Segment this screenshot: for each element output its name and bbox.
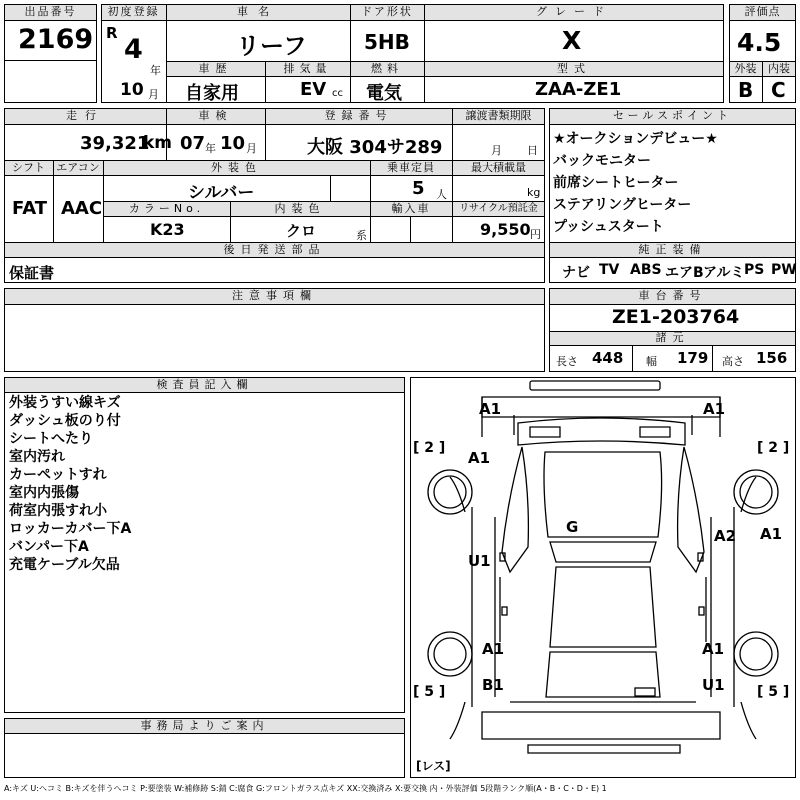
later-parts: 保証書 xyxy=(9,264,55,282)
inspector-note: バンパー下A xyxy=(9,539,89,555)
mark-rear-left: B1 xyxy=(482,676,504,694)
inspector-note: 室内内張傷 xyxy=(9,485,79,501)
height: 156 xyxy=(756,349,788,367)
ac-label: エアコン xyxy=(56,161,100,174)
shift-label: シフト xyxy=(12,161,45,174)
chassis-number: ZE1-203764 xyxy=(612,306,740,328)
int-color-suffix: 系 xyxy=(356,229,367,242)
mark-rear-right: U1 xyxy=(702,676,725,694)
mileage: 39,321 xyxy=(80,133,150,154)
interior-label: 内装 xyxy=(768,62,790,75)
inspector-note: 荷室内張すれ小 xyxy=(9,503,107,519)
load-label: 最大積載量 xyxy=(471,161,526,174)
chassis-label: 車台番号 xyxy=(638,289,707,302)
door-type: 5HB xyxy=(364,30,410,54)
inspector-note: 充電ケーブル欠品 xyxy=(9,557,120,573)
length-label: 長さ xyxy=(556,355,578,368)
exterior-label: 外装 xyxy=(734,62,757,75)
equipment-alloy: アルミ xyxy=(703,265,745,281)
later-parts-label: 後日発送部品 xyxy=(223,243,326,256)
recycle-fee: 9,550 xyxy=(480,220,531,239)
score: 4.5 xyxy=(737,28,782,57)
sales-point-item: ステアリングヒーター xyxy=(553,197,692,213)
score-label: 評価点 xyxy=(744,5,781,18)
mark-right-edge: A1 xyxy=(760,525,783,543)
transfer-day: 日 xyxy=(527,144,538,157)
import-label: 輸入車 xyxy=(391,202,431,215)
recycle-unit: 円 xyxy=(530,228,541,241)
mileage-label: 走行 xyxy=(66,109,104,122)
mark-right-front-fender: A2 xyxy=(714,527,737,545)
fuel-label: 燃料 xyxy=(371,62,403,75)
transfer-month: 月 xyxy=(491,144,502,157)
inspector-label: 検査員記入欄 xyxy=(156,378,253,391)
specs-label: 諸元 xyxy=(655,331,690,344)
equipment-abs: ABS xyxy=(630,262,662,278)
inspector-note: カーペットすれ xyxy=(9,467,107,483)
capacity: 5 xyxy=(412,178,425,199)
capacity-unit: 人 xyxy=(436,188,447,201)
era: R xyxy=(106,24,118,42)
displacement: EV xyxy=(300,79,327,100)
inspector-note: ダッシュ板のり付 xyxy=(9,413,121,429)
equipment-navi: ナビ xyxy=(562,265,590,281)
mark-left-side: U1 xyxy=(468,552,491,570)
km-unit: km xyxy=(143,133,173,153)
ac: AAC xyxy=(61,198,103,219)
mark-front-right: A1 xyxy=(703,400,726,418)
car-name-label: 車名 xyxy=(237,5,279,18)
reg-label: 登録番号 xyxy=(324,109,393,122)
inspection-month-unit: 月 xyxy=(246,142,257,155)
model: ZAA-ZE1 xyxy=(535,79,622,100)
sales-point-item: バックモニター xyxy=(553,153,651,169)
lot-label: 出品番号 xyxy=(24,5,77,18)
history: 自家用 xyxy=(185,83,239,104)
ext-color-label: 外装色 xyxy=(211,161,262,174)
length: 448 xyxy=(592,349,624,367)
year-unit: 年 xyxy=(150,64,161,77)
equipment-airbag: エアB xyxy=(665,265,704,281)
shift: FAT xyxy=(12,198,48,219)
ext-color: シルバー xyxy=(188,183,255,203)
height-label: 高さ xyxy=(722,355,744,368)
tire-rear-left: [ 5 ] xyxy=(413,684,446,700)
reg-number: 大阪 304サ289 xyxy=(307,137,443,158)
tire-front-right: [ 2 ] xyxy=(757,440,790,456)
inspector-note: ロッカーカバー下A xyxy=(9,521,132,537)
first-reg-label: 初度登録 xyxy=(107,5,160,18)
interior-grade: C xyxy=(771,78,786,102)
equipment-pw: PW xyxy=(771,262,797,278)
inspector-note: 外装うすい線キズ xyxy=(9,395,121,411)
legend: A:キズ U:ヘコミ B:キズを伴うヘコミ P:要塗装 W:補修跡 S:錆 C:腐食 G:フロントガラス点キズ XX:交換済み X:要交換 内・外装評価 5段階ランク順(A・B・C・D・E) 1 xyxy=(4,784,607,793)
int-color-label: 内装色 xyxy=(274,202,326,215)
inspection-label: 車検 xyxy=(198,109,233,122)
lot-number: 2169 xyxy=(18,24,94,55)
color-no: K23 xyxy=(150,220,185,239)
fuel: 電気 xyxy=(366,83,402,104)
equipment-tv: TV xyxy=(599,262,620,278)
history-label: 車歴 xyxy=(198,62,233,75)
sales-point-item: ★オークションデビュー★ xyxy=(553,131,718,147)
car-name: リーフ xyxy=(236,32,307,60)
tire-front-left: [ 2 ] xyxy=(413,440,446,456)
notes-label: 注意事項欄 xyxy=(232,289,317,302)
inspector-note: シートへたり xyxy=(9,431,93,447)
first-reg-year: 4 xyxy=(124,34,143,65)
mark-left-rear-door: A1 xyxy=(482,640,505,658)
equipment-label: 純正装備 xyxy=(638,243,707,256)
color-no-label: カラーNo. xyxy=(128,202,205,215)
exterior-grade: B xyxy=(738,78,754,102)
month-unit: 月 xyxy=(148,88,159,101)
sales-points-label: セールスポイント xyxy=(612,109,732,122)
first-reg-month: 10 xyxy=(120,80,144,100)
inspection-year: 07 xyxy=(180,133,206,154)
tire-rear-right: [ 5 ] xyxy=(757,684,790,700)
load-unit: kg xyxy=(527,186,541,199)
width: 179 xyxy=(677,349,709,367)
office-label: 事務局よりご案内 xyxy=(140,719,269,732)
recycle-label: リサイクル預託金 xyxy=(459,203,538,214)
int-color: クロ xyxy=(286,222,317,240)
tire-spare: [レス] xyxy=(416,759,451,773)
capacity-label: 乗車定員 xyxy=(387,161,435,174)
mark-front-left: A1 xyxy=(479,400,502,418)
model-label: 型式 xyxy=(557,62,591,75)
sales-point-item: 前席シートヒーター xyxy=(553,175,679,191)
transfer-label: 譲渡書類期限 xyxy=(465,109,532,122)
inspector-note: 室内汚れ xyxy=(9,449,65,465)
inspection-year-unit: 年 xyxy=(205,142,216,155)
inspection-month: 10 xyxy=(220,133,246,154)
door-label: ドア形状 xyxy=(361,5,413,18)
mark-left-front-door: A1 xyxy=(468,449,491,467)
sales-point-item: プッシュスタート xyxy=(553,219,664,235)
mark-right-rear-door: A1 xyxy=(702,640,725,658)
cc-unit: cc xyxy=(332,88,343,99)
mark-hood: G xyxy=(566,518,579,536)
equipment-ps: PS xyxy=(744,262,765,278)
grade-label: グレード xyxy=(536,5,612,18)
width-label: 幅 xyxy=(646,355,657,368)
car-diagram xyxy=(410,377,796,778)
grade: X xyxy=(562,26,582,55)
displacement-label: 排気量 xyxy=(283,62,332,75)
